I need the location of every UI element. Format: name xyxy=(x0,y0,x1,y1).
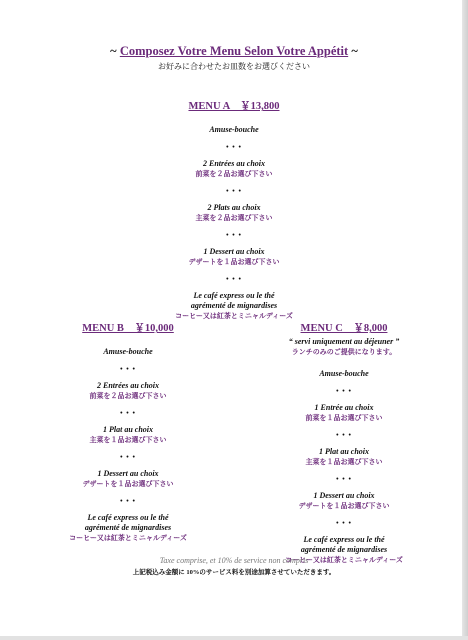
course-fr-line2: agrémenté de mignardises xyxy=(190,301,278,310)
menu-b-course-entrees xyxy=(28,381,228,401)
menu-b-course-amuse xyxy=(28,347,228,357)
divider-dots: • • • xyxy=(336,387,352,395)
menu-a-course-dessert xyxy=(134,247,334,267)
course-fr: Amuse-bouche xyxy=(319,369,369,378)
divider-dots: • • • xyxy=(120,409,136,417)
footer-tax-note-jp: 上記税込み金額に 10%のサービス料を別途加算させていただきます。 xyxy=(132,569,336,576)
menu-c-note-fr: “ servi uniquement au déjeuner ” xyxy=(288,337,400,346)
title-left-tilde: ~ xyxy=(110,44,120,58)
divider-dots: • • • xyxy=(336,519,352,527)
course-fr-line2: agrémenté de mignardises xyxy=(300,545,388,554)
divider-dots: • • • xyxy=(226,187,242,195)
menu-b-course-dessert xyxy=(28,469,228,489)
page-edge-bottom xyxy=(0,636,468,640)
course-jp: 主菜を１品お選び下さい xyxy=(305,458,383,466)
menu-c-course-dessert xyxy=(244,491,444,511)
course-jp: 前菜を２品お選び下さい xyxy=(195,170,273,178)
course-jp: デザートを１品お選び下さい xyxy=(188,258,280,266)
menu-c xyxy=(244,320,444,565)
divider-dots: • • • xyxy=(120,497,136,505)
course-fr: 2 Entrées au choix xyxy=(96,381,159,390)
page-edge xyxy=(462,0,468,640)
menu-a-course-cafe xyxy=(134,291,334,321)
menu-footer xyxy=(0,556,468,576)
course-fr: Amuse-bouche xyxy=(103,347,153,356)
divider-dots: • • • xyxy=(226,231,242,239)
course-jp: デザートを１品お選び下さい xyxy=(82,480,174,488)
course-fr: Amuse-bouche xyxy=(209,125,259,134)
menu-b xyxy=(28,320,228,543)
course-fr: Le café express ou le thé xyxy=(303,535,385,544)
divider-dots: • • • xyxy=(336,431,352,439)
divider-dots: • • • xyxy=(336,475,352,483)
course-jp: 主菜を１品お選び下さい xyxy=(89,436,167,444)
course-fr: 1 Dessert au choix xyxy=(313,491,375,500)
title-right-tilde: ~ xyxy=(348,44,358,58)
menu-b-title: MENU B ￥10,000 xyxy=(82,323,174,334)
course-jp: コーヒー又は紅茶とミニャルディーズ xyxy=(285,556,403,564)
course-fr: 1 Entrée au choix xyxy=(314,403,374,412)
menu-a-course-entrees xyxy=(134,159,334,179)
title-main: Composez Votre Menu Selon Votre Appétit xyxy=(119,44,349,58)
course-jp: デザートを１品お選び下さい xyxy=(298,502,390,510)
course-fr: 2 Plats au choix xyxy=(207,203,261,212)
page-title xyxy=(0,44,468,59)
course-fr: 2 Entrées au choix xyxy=(202,159,265,168)
menu-c-course-plat xyxy=(244,447,444,467)
course-fr: 1 Dessert au choix xyxy=(97,469,159,478)
course-fr-line2: agrémenté de mignardises xyxy=(84,523,172,532)
course-jp: 前菜を２品お選び下さい xyxy=(89,392,167,400)
divider-dots: • • • xyxy=(226,143,242,151)
course-jp: コーヒー又は紅茶とミニャルディーズ xyxy=(175,312,293,320)
course-jp: 主菜を２品お選び下さい xyxy=(195,214,273,222)
menu-c-title: MENU C ￥8,000 xyxy=(300,323,388,334)
footer-tax-note-fr: Taxe comprise, et 10% de service non compris xyxy=(159,556,309,565)
course-fr: 1 Plat au choix xyxy=(102,425,153,434)
divider-dots: • • • xyxy=(120,365,136,373)
course-fr: Le café express ou le thé xyxy=(193,291,275,300)
menu-header xyxy=(0,44,468,72)
page-subtitle: お好みに合わせたお皿数をお選びください xyxy=(158,62,310,71)
course-jp: 前菜を１品お選び下さい xyxy=(305,414,383,422)
course-fr: 1 Plat au choix xyxy=(318,447,369,456)
divider-dots: • • • xyxy=(226,275,242,283)
course-fr: 1 Dessert au choix xyxy=(203,247,265,256)
divider-dots: • • • xyxy=(120,453,136,461)
menu-a-course-plats xyxy=(134,203,334,223)
menu-a-course-amuse xyxy=(134,125,334,135)
course-jp: コーヒー又は紅茶とミニャルディーズ xyxy=(69,534,187,542)
menu-c-course-amuse xyxy=(244,369,444,379)
menu-c-note-jp: ランチのみのご提供になります。 xyxy=(291,348,397,356)
menu-a xyxy=(134,98,334,321)
menu-b-course-plat xyxy=(28,425,228,445)
menu-c-course-entree xyxy=(244,403,444,423)
menu-a-title: MENU A ￥13,800 xyxy=(188,101,280,112)
menu-b-course-cafe xyxy=(28,513,228,543)
course-fr: Le café express ou le thé xyxy=(87,513,169,522)
